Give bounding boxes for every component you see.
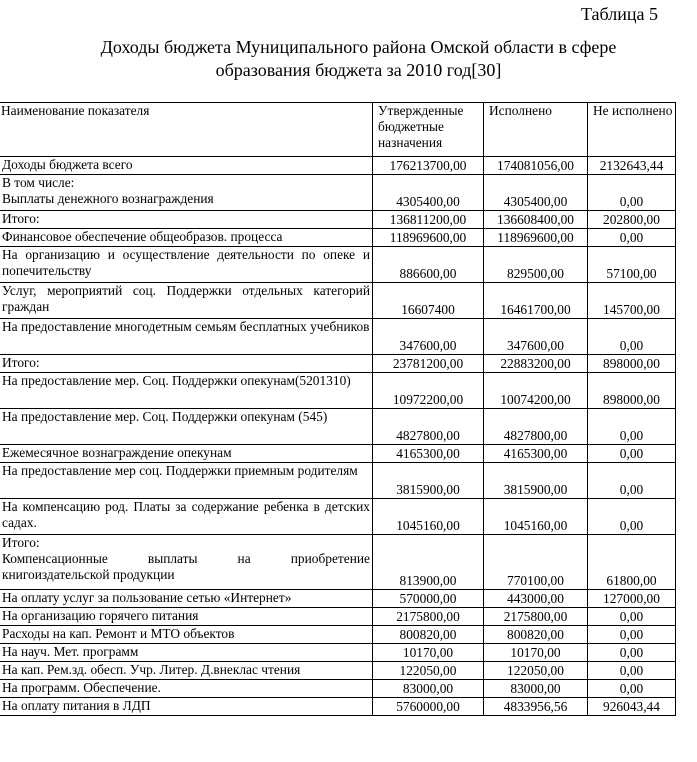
row-approved: 570000,00 — [373, 590, 484, 608]
row-name: На науч. Мет. программ — [0, 644, 373, 662]
table-row — [0, 445, 676, 463]
row-not-executed: 0,00 — [588, 608, 676, 626]
row-approved: 122050,00 — [373, 662, 484, 680]
table-row — [0, 590, 676, 608]
row-not-executed: 0,00 — [588, 229, 676, 247]
table-row — [0, 499, 676, 535]
row-executed: 118969600,00 — [484, 229, 588, 247]
row-approved: 118969600,00 — [373, 229, 484, 247]
row-name: Итого: — [0, 211, 373, 229]
row-name — [0, 175, 373, 211]
header-not-executed: Не исполнено — [588, 103, 676, 157]
row-not-executed: 0,00 — [588, 319, 676, 355]
table-row — [0, 229, 676, 247]
row-not-executed: 0,00 — [588, 680, 676, 698]
row-name: Ежемесячное вознаграждение опекунам — [0, 445, 373, 463]
row-name: На программ. Обеспечение. — [0, 680, 373, 698]
row-approved: 10972200,00 — [373, 373, 484, 409]
row-not-executed: 0,00 — [588, 662, 676, 680]
row-executed: 800820,00 — [484, 626, 588, 644]
row-name: На компенсацию род. Платы за содержание ребенка в детских садах. — [0, 499, 373, 535]
row-approved: 176213700,00 — [373, 157, 484, 175]
row-executed: 770100,00 — [484, 535, 588, 590]
row-approved: 23781200,00 — [373, 355, 484, 373]
row-name — [0, 535, 373, 590]
row-executed: 136608400,00 — [484, 211, 588, 229]
row-executed: 174081056,00 — [484, 157, 588, 175]
table-header-row — [0, 103, 676, 157]
header-name: Наименование показателя — [0, 103, 373, 157]
row-not-executed: 127000,00 — [588, 590, 676, 608]
row-name: Итого: — [0, 355, 373, 373]
row-approved: 347600,00 — [373, 319, 484, 355]
table-row — [0, 535, 676, 590]
row-executed: 4827800,00 — [484, 409, 588, 445]
row-executed: 2175800,00 — [484, 608, 588, 626]
row-name: Доходы бюджета всего — [0, 157, 373, 175]
header-approved: Утвержденные бюджетные назначения — [373, 103, 484, 157]
row-approved: 5760000,00 — [373, 698, 484, 716]
row-approved: 3815900,00 — [373, 463, 484, 499]
row-approved: 16607400 — [373, 283, 484, 319]
row-not-executed: 926043,44 — [588, 698, 676, 716]
row-executed: 4165300,00 — [484, 445, 588, 463]
row-not-executed: 0,00 — [588, 175, 676, 211]
row-name: На оплату питания в ЛДП — [0, 698, 373, 716]
row-not-executed: 61800,00 — [588, 535, 676, 590]
document-title-continued: образования бюджета за 2010 год[30] — [215, 60, 502, 80]
table-row — [0, 662, 676, 680]
row-not-executed: 0,00 — [588, 463, 676, 499]
row-executed: 829500,00 — [484, 247, 588, 283]
row-executed: 22883200,00 — [484, 355, 588, 373]
row-name: Финансовое обеспечение общеобразов. процесса — [0, 229, 373, 247]
table-row — [0, 175, 676, 211]
row-name: На предоставление многодетным семьям бесплатных учебников — [0, 319, 373, 355]
row-name: На оплату услуг за пользование сетью «Интернет» — [0, 590, 373, 608]
row-approved: 10170,00 — [373, 644, 484, 662]
table-row — [0, 626, 676, 644]
row-name-text: Компенсационные выплаты на приобретение книгоиздательской продукции — [2, 551, 370, 582]
row-not-executed: 0,00 — [588, 499, 676, 535]
row-executed: 443000,00 — [484, 590, 588, 608]
table-row — [0, 644, 676, 662]
table-row — [0, 211, 676, 229]
table-row — [0, 319, 676, 355]
table-row — [0, 355, 676, 373]
row-name: Услуг, мероприятий соц. Поддержки отдельных категорий граждан — [0, 283, 373, 319]
table-row — [0, 157, 676, 175]
row-name-text: Выплаты денежного вознаграждения — [2, 191, 214, 206]
table-row — [0, 680, 676, 698]
row-not-executed: 145700,00 — [588, 283, 676, 319]
row-not-executed: 0,00 — [588, 409, 676, 445]
row-not-executed: 0,00 — [588, 626, 676, 644]
row-approved: 4305400,00 — [373, 175, 484, 211]
row-name: На предоставление мер. Соц. Поддержки опекунам (545) — [0, 409, 373, 445]
row-approved: 136811200,00 — [373, 211, 484, 229]
table-row — [0, 247, 676, 283]
table-row — [0, 283, 676, 319]
table-row — [0, 698, 676, 716]
row-not-executed: 898000,00 — [588, 355, 676, 373]
row-executed: 4305400,00 — [484, 175, 588, 211]
row-name: На организацию и осуществление деятельности по опеке и попечительству — [0, 247, 373, 283]
row-not-executed: 57100,00 — [588, 247, 676, 283]
row-name: На организацию горячего питания — [0, 608, 373, 626]
row-name: На предоставление мер соц. Поддержки приемным родителям — [0, 463, 373, 499]
row-executed: 10074200,00 — [484, 373, 588, 409]
table-row — [0, 373, 676, 409]
table-number: Таблица 5 — [581, 4, 658, 24]
table-row — [0, 608, 676, 626]
row-name: На предоставление мер. Соц. Поддержки опекунам(5201310) — [0, 373, 373, 409]
row-not-executed: 202800,00 — [588, 211, 676, 229]
row-executed: 10170,00 — [484, 644, 588, 662]
row-executed: 122050,00 — [484, 662, 588, 680]
row-not-executed: 2132643,44 — [588, 157, 676, 175]
row-executed: 1045160,00 — [484, 499, 588, 535]
row-executed: 83000,00 — [484, 680, 588, 698]
row-not-executed: 0,00 — [588, 644, 676, 662]
row-not-executed: 0,00 — [588, 445, 676, 463]
row-name: На кап. Рем.зд. обесп. Учр. Литер. Д.внеклас чтения — [0, 662, 373, 680]
row-approved: 813900,00 — [373, 535, 484, 590]
row-name-prefix: Итого: — [2, 535, 40, 550]
budget-table — [0, 102, 676, 716]
row-executed: 4833956,56 — [484, 698, 588, 716]
row-executed: 347600,00 — [484, 319, 588, 355]
document-title: Доходы бюджета Муниципального района Омской области в сфере — [100, 37, 617, 57]
row-approved: 4827800,00 — [373, 409, 484, 445]
table-row — [0, 409, 676, 445]
row-approved: 800820,00 — [373, 626, 484, 644]
row-executed: 16461700,00 — [484, 283, 588, 319]
header-executed: Исполнено — [484, 103, 588, 157]
row-not-executed: 898000,00 — [588, 373, 676, 409]
row-name: Расходы на кап. Ремонт и МТО объектов — [0, 626, 373, 644]
table-row — [0, 463, 676, 499]
row-approved: 4165300,00 — [373, 445, 484, 463]
row-approved: 2175800,00 — [373, 608, 484, 626]
row-executed: 3815900,00 — [484, 463, 588, 499]
row-approved: 886600,00 — [373, 247, 484, 283]
row-approved: 83000,00 — [373, 680, 484, 698]
row-name-prefix: В том числе: — [2, 175, 75, 190]
row-approved: 1045160,00 — [373, 499, 484, 535]
